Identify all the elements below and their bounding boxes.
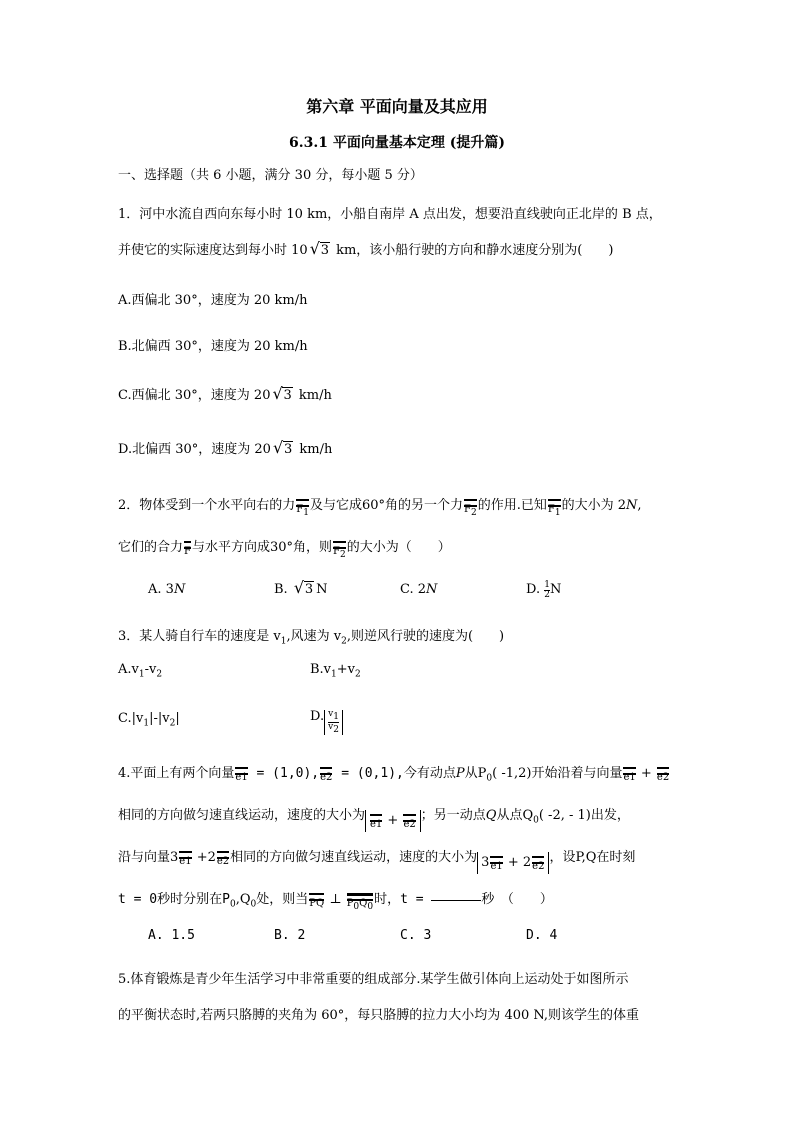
q2-text: 与水平方向成 bbox=[191, 540, 270, 555]
q4-option-a: A. 1.5 bbox=[148, 928, 195, 943]
vec-letter: e1 bbox=[179, 856, 192, 867]
q2-text: , bbox=[637, 498, 642, 513]
q4-stem-line4 bbox=[118, 890, 553, 915]
q4-text: 相同的方向做匀速直线运动，速度的大小为 bbox=[230, 850, 478, 865]
q1-option-d bbox=[118, 440, 332, 460]
vector-f1 bbox=[548, 499, 561, 518]
q1-optd-text: D.北偏西 30°，速度为 20 bbox=[118, 442, 271, 457]
q4-option-c: C. 3 bbox=[400, 928, 432, 943]
subscript: 1 bbox=[331, 669, 337, 680]
coef: 3 bbox=[481, 855, 490, 870]
q4-text: = (1,0), bbox=[248, 766, 320, 781]
unit-n: N bbox=[173, 582, 186, 597]
vector-f bbox=[184, 541, 191, 557]
subscript: 0 bbox=[229, 899, 236, 910]
abs-3e1-plus-2e2 bbox=[477, 852, 549, 874]
q4-text: + bbox=[636, 766, 656, 781]
q2-text: 2．物体受到一个水平向右的力 bbox=[118, 498, 296, 513]
point-q: Q bbox=[485, 808, 497, 823]
subscript: 2 bbox=[355, 669, 361, 680]
vec-sub: 1 bbox=[554, 508, 561, 518]
q2-text: 它们的合力 bbox=[118, 540, 184, 555]
opt-text: A.v bbox=[118, 662, 139, 677]
opt-text: C.|v bbox=[118, 711, 144, 726]
sqrt-arg: 3 bbox=[304, 582, 314, 597]
frac-den bbox=[328, 723, 339, 735]
q4-text: 秒 （ ） bbox=[481, 892, 553, 907]
q4-text: 4.平面上有两个向量 bbox=[118, 766, 235, 781]
vec-letter: Q bbox=[359, 898, 368, 909]
q1-optc-unit: km/h bbox=[294, 388, 332, 403]
q4-text: 沿与向量3 bbox=[118, 850, 179, 865]
subscript: 1 bbox=[333, 712, 339, 722]
sqrt-arg: 3 bbox=[320, 243, 329, 258]
vector-e1 bbox=[623, 767, 635, 783]
q4-stem-line2 bbox=[118, 806, 630, 832]
vector-e2 bbox=[403, 814, 415, 830]
subscript: 0 bbox=[250, 899, 257, 910]
q4-text: t = 0秒时分别在P bbox=[118, 892, 230, 907]
opt-text: C. 2 bbox=[400, 582, 427, 597]
q5-stem-line1: 5.体育锻炼是青少年生活学习中非常重要的组成部分.某学生做引体向上运动处于如图所示 bbox=[118, 972, 629, 987]
subscript: 0 bbox=[367, 902, 374, 912]
q2-stem-line2 bbox=[118, 538, 451, 560]
subscript: 2 bbox=[156, 669, 163, 680]
sqrt-symbol bbox=[310, 241, 330, 261]
vec-letter: e2 bbox=[403, 819, 416, 830]
vector-f2 bbox=[333, 541, 346, 560]
q4-text: + bbox=[503, 855, 523, 870]
vector-p0q0 bbox=[347, 893, 373, 912]
opt-text: B.v bbox=[310, 662, 332, 677]
q5-stem-line2: 的平衡状态时,若两只胳膊的夹角为 60°，每只胳膊的拉力大小均为 400 N,则该学生的体重 bbox=[118, 1008, 640, 1023]
q3-option-b bbox=[310, 660, 361, 685]
q4-text: ；另一动点 bbox=[420, 808, 486, 823]
vec-letter: F bbox=[296, 504, 304, 515]
q2-option-b bbox=[274, 580, 327, 600]
sqrt-arg: 3 bbox=[283, 442, 293, 457]
q3-option-d bbox=[310, 707, 343, 735]
chapter-title: 第六章 平面向量及其应用 bbox=[306, 97, 488, 116]
vec-letter: e2 bbox=[320, 772, 333, 783]
q1-optc-text: C.西偏北 30°，速度为 20 bbox=[118, 388, 271, 403]
abs-fraction bbox=[324, 710, 343, 735]
frac-den: 2 bbox=[544, 590, 550, 600]
subscript: 2 bbox=[341, 636, 347, 647]
sqrt-symbol bbox=[272, 386, 292, 406]
opt-unit: N bbox=[549, 582, 562, 597]
subscript: 1 bbox=[143, 718, 150, 729]
q2-angle: 30 bbox=[269, 540, 287, 555]
sqrt-symbol bbox=[273, 440, 293, 460]
vector-e1 bbox=[235, 767, 247, 783]
opt-text: -v bbox=[144, 662, 157, 677]
vector-pq bbox=[309, 893, 324, 909]
q4-text: 时，t = bbox=[374, 892, 432, 907]
opt-unit: N bbox=[316, 582, 328, 597]
q1-line2-pre: 并使它的实际速度达到每小时 10 bbox=[118, 243, 308, 258]
opt-text: D. bbox=[310, 709, 325, 724]
opt-text: B. bbox=[274, 582, 292, 597]
q4-stem-line3 bbox=[118, 848, 635, 874]
q1-optd-unit: km/h bbox=[295, 442, 333, 457]
q4-text: + bbox=[383, 813, 403, 828]
q1-option-c bbox=[118, 386, 332, 406]
q4-text: ( -2, - 1)出发， bbox=[538, 808, 630, 823]
section-heading: 一、选择题（共 6 小题，满分 30 分，每小题 5 分） bbox=[118, 168, 423, 183]
vec-sub: 2 bbox=[340, 550, 346, 560]
unit-n: N bbox=[426, 582, 438, 597]
vec-letter: e1 bbox=[235, 772, 248, 783]
subscript: 0 bbox=[486, 773, 493, 784]
vector-e1 bbox=[179, 851, 191, 867]
vec-letter: e2 bbox=[532, 861, 545, 872]
q2-text: 的作用.已知 bbox=[477, 498, 547, 513]
vec-sub: 1 bbox=[303, 508, 309, 518]
q4-text: 从P bbox=[464, 766, 487, 781]
q2-option-d bbox=[526, 580, 561, 600]
vec-letter: F bbox=[547, 504, 555, 515]
section-title: 6.3.1 平面向量基本定理 (提升篇) bbox=[289, 135, 505, 151]
opt-text: A. 3 bbox=[148, 582, 174, 597]
subscript: 1 bbox=[138, 669, 145, 680]
perp-symbol: ⊥ bbox=[325, 892, 346, 907]
q3-option-c bbox=[118, 709, 180, 734]
coef: 2 bbox=[522, 855, 532, 870]
subscript: 2 bbox=[169, 718, 176, 729]
sqrt-symbol bbox=[294, 580, 314, 600]
vec-letter: e1 bbox=[490, 861, 503, 872]
vec-letter: P bbox=[346, 898, 354, 909]
q3-option-a bbox=[118, 660, 162, 685]
q4-text: 相同的方向做匀速直线运动，速度的大小为 bbox=[118, 808, 366, 823]
vec-letter: F bbox=[184, 546, 191, 557]
q2-option-c bbox=[400, 580, 437, 600]
vec-letter: e2 bbox=[216, 856, 230, 867]
var: v bbox=[328, 709, 334, 720]
q2-option-a bbox=[148, 580, 185, 600]
q4-option-d: D. 4 bbox=[526, 928, 558, 943]
q2-angle: 60 bbox=[361, 498, 379, 513]
frac-num: 1 bbox=[544, 580, 550, 590]
answer-blank bbox=[431, 900, 481, 901]
q2-text: °角，则 bbox=[286, 540, 333, 555]
subscript: 1 bbox=[280, 636, 287, 647]
q3-text: ,风速为 v bbox=[286, 629, 342, 644]
vec-sub: 2 bbox=[471, 508, 477, 518]
var: v bbox=[328, 722, 334, 732]
q4-text: ( -1,2)开始沿着与向量 bbox=[492, 766, 623, 781]
q4-option-b: B. 2 bbox=[274, 928, 306, 943]
q1-line2-post: km，该小船行驶的方向和静水速度分别为( ) bbox=[331, 243, 614, 258]
subscript: 0 bbox=[533, 815, 539, 826]
abs-e1-plus-e2 bbox=[365, 810, 421, 832]
q3-text: ,则逆风行驶的速度为( ) bbox=[346, 629, 505, 644]
vector-e2 bbox=[320, 767, 332, 783]
opt-text: +v bbox=[336, 662, 356, 677]
subscript: 0 bbox=[353, 902, 360, 912]
vector-e1 bbox=[370, 814, 382, 830]
q2-text: 的大小为（ ） bbox=[346, 540, 451, 555]
vector-e2 bbox=[217, 851, 229, 867]
vector-f2 bbox=[464, 499, 477, 518]
vector-e2 bbox=[532, 856, 544, 872]
q4-text: = (0,1),今有动点 bbox=[333, 766, 456, 781]
vec-letter: e1 bbox=[370, 819, 383, 830]
point-p: P bbox=[455, 766, 465, 781]
vec-letter: e2 bbox=[656, 772, 670, 783]
q2-stem-line1 bbox=[118, 496, 641, 518]
q4-text: ,Q bbox=[235, 892, 251, 907]
unit-n: N bbox=[625, 498, 638, 513]
q4-text: 处，则当 bbox=[256, 892, 309, 907]
vec-letter: e1 bbox=[623, 772, 636, 783]
q2-text: 及与它成 bbox=[309, 498, 362, 513]
q3-stem bbox=[118, 627, 504, 652]
q2-text: °角的另一个力 bbox=[378, 498, 464, 513]
q1-option-a: A.西偏北 30°，速度为 20 km/h bbox=[118, 293, 308, 308]
q1-stem-line1: 1．河中水流自西向东每小时 10 km，小船自南岸 A 点出发，想要沿直线驶向正北岸的 B 点， bbox=[118, 207, 662, 222]
vector-e1 bbox=[490, 856, 502, 872]
q4-text: 从点Q bbox=[496, 808, 534, 823]
q1-option-b: B.北偏西 30°，速度为 20 km/h bbox=[118, 339, 308, 354]
vector-e2 bbox=[657, 767, 669, 783]
opt-text: D. bbox=[526, 582, 545, 597]
vec-letter: PQ bbox=[309, 898, 325, 909]
fraction bbox=[328, 710, 339, 735]
q3-text: 3．某人骑自行车的速度是 v bbox=[118, 629, 281, 644]
q4-stem-line1 bbox=[118, 764, 670, 789]
vector-f1 bbox=[296, 499, 309, 518]
vec-letter: F bbox=[464, 504, 471, 515]
opt-text: | bbox=[175, 711, 180, 726]
vec-letter: F bbox=[333, 546, 340, 557]
q2-text: 的大小为 2 bbox=[561, 498, 626, 513]
q4-text: +2 bbox=[192, 850, 216, 865]
subscript: 2 bbox=[333, 724, 339, 735]
q1-stem-line2 bbox=[118, 241, 613, 261]
sqrt-arg: 3 bbox=[283, 388, 292, 403]
opt-text: |-|v bbox=[149, 711, 170, 726]
q4-text: ，设P,Q在时刻 bbox=[549, 850, 636, 865]
